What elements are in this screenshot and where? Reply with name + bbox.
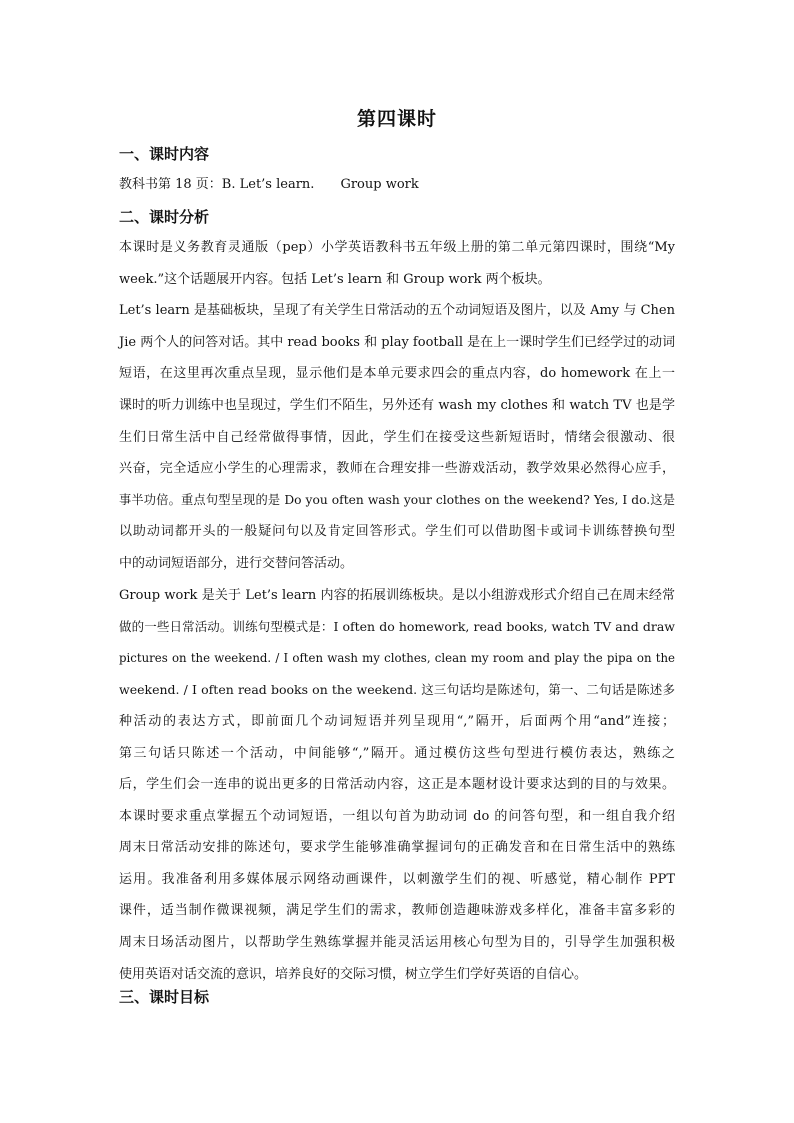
section-content-text	[119, 169, 675, 201]
section-heading-content: 一、课时内容	[119, 145, 210, 163]
paragraph-line: Jie 两个人的问答对话。其中 read books 和 play football 是在上一课时学生们已经学过的动词	[119, 334, 676, 350]
paragraph-line: 兴奋，完全适应小学生的心理需求，教师在合理安排一些游戏活动，教学效果必然得心应手，	[119, 461, 675, 477]
paragraph-line: 事半功倍。重点句型呈现的是 Do you often wash your clothes on the weekend? Yes, I do.这是	[119, 492, 675, 507]
section-analysis-body	[119, 232, 675, 990]
paragraph-line: 运用。我准备利用多媒体展示网络动画课件，以刺激学生们的视、听感觉，精心制作 PPT	[119, 871, 675, 887]
content-line	[119, 169, 675, 201]
paragraph-line: 本课时是义务教育灵通版（pep）小学英语教科书五年级上册的第二单元第四课时，围绕“My	[119, 240, 675, 255]
paragraph-line: 课时的听力训练中也呈现过，学生们不陌生，另外还有 wash my clothes 和 watch TV 也是学	[119, 397, 675, 413]
paragraph-line: 后，学生们会一连串的说出更多的日常活动内容，这正是本题材设计要求达到的目的与效果。	[119, 777, 675, 793]
paragraph-line: 种活动的表达方式，即前面几个动词短语并列呈现用“,”隔开，后面两个用“and”连接；	[119, 713, 675, 729]
paragraph-line: 以助动词都开头的一般疑问句以及肯定回答形式。学生们可以借助图卡或词卡训练替换句型	[119, 524, 675, 540]
paragraph-line: Group work 是关于 Let’s learn 内容的拓展训练板块。是以小组游戏形式介绍自己在周末经常	[119, 587, 675, 603]
paragraph-line: 使用英语对话交流的意识，培养良好的交际习惯，树立学生们学好英语的自信心。	[119, 966, 588, 982]
paragraph-line: pictures on the weekend. / I often wash my clothes, clean my room and play the pipa on the	[119, 650, 675, 665]
paragraph-line: 周末日常活动安排的陈述句，要求学生能够准确掌握词句的正确发音和在日常生活中的熟练	[119, 840, 675, 856]
paragraph-line: 第三句话只陈述一个活动，中间能够“,”隔开。通过模仿这些句型进行模仿表达，熟练之	[119, 745, 675, 761]
paragraph-line: 生们日常生活中自己经常做得事情，因此，学生们在接受这些新短语时，情绪会很激动、很	[119, 429, 675, 445]
paragraph-line: Let’s learn 是基础板块，呈现了有关学生日常活动的五个动词短语及图片，以及 Amy 与 Chen	[119, 303, 675, 319]
paragraph-line: weekend. / I often read books on the weekend. 这三句话均是陈述句，第一、二句话是陈述多	[119, 682, 675, 698]
paragraph-line: 本课时要求重点掌握五个动词短语，一组以句首为助动词 do 的问答句型，和一组自我介绍	[119, 808, 675, 824]
paragraph-line: 做的一些日常活动。训练句型模式是：I often do homework, read books, watch TV and draw	[119, 619, 675, 635]
section-heading-analysis: 二、课时分析	[119, 208, 210, 226]
paragraph-line: 中的动词短语部分，进行交替问答活动。	[119, 555, 354, 571]
paragraph-line: week.”这个话题展开内容。包括 Let’s learn 和 Group work 两个板块。	[119, 271, 551, 287]
paragraph-line: 周末日场活动图片，以帮助学生熟练掌握并能灵活运用核心句型为目的，引导学生加强积极	[119, 935, 675, 951]
paragraph-line: 短语，在这里再次重点呈现，显示他们是本单元要求四会的重点内容，do homework 在上一	[119, 366, 675, 382]
paragraph-line: 课件，适当制作微课视频，满足学生们的需求，教师创造趣味游戏多样化，准备丰富多彩的	[119, 903, 675, 919]
content-text: 教科书第 18 页：B. Let’s learn.	[119, 177, 315, 192]
page-title: 第四课时	[356, 108, 437, 130]
content-text-2: Group work	[340, 177, 419, 192]
section-heading-goals: 三、课时目标	[119, 988, 210, 1006]
